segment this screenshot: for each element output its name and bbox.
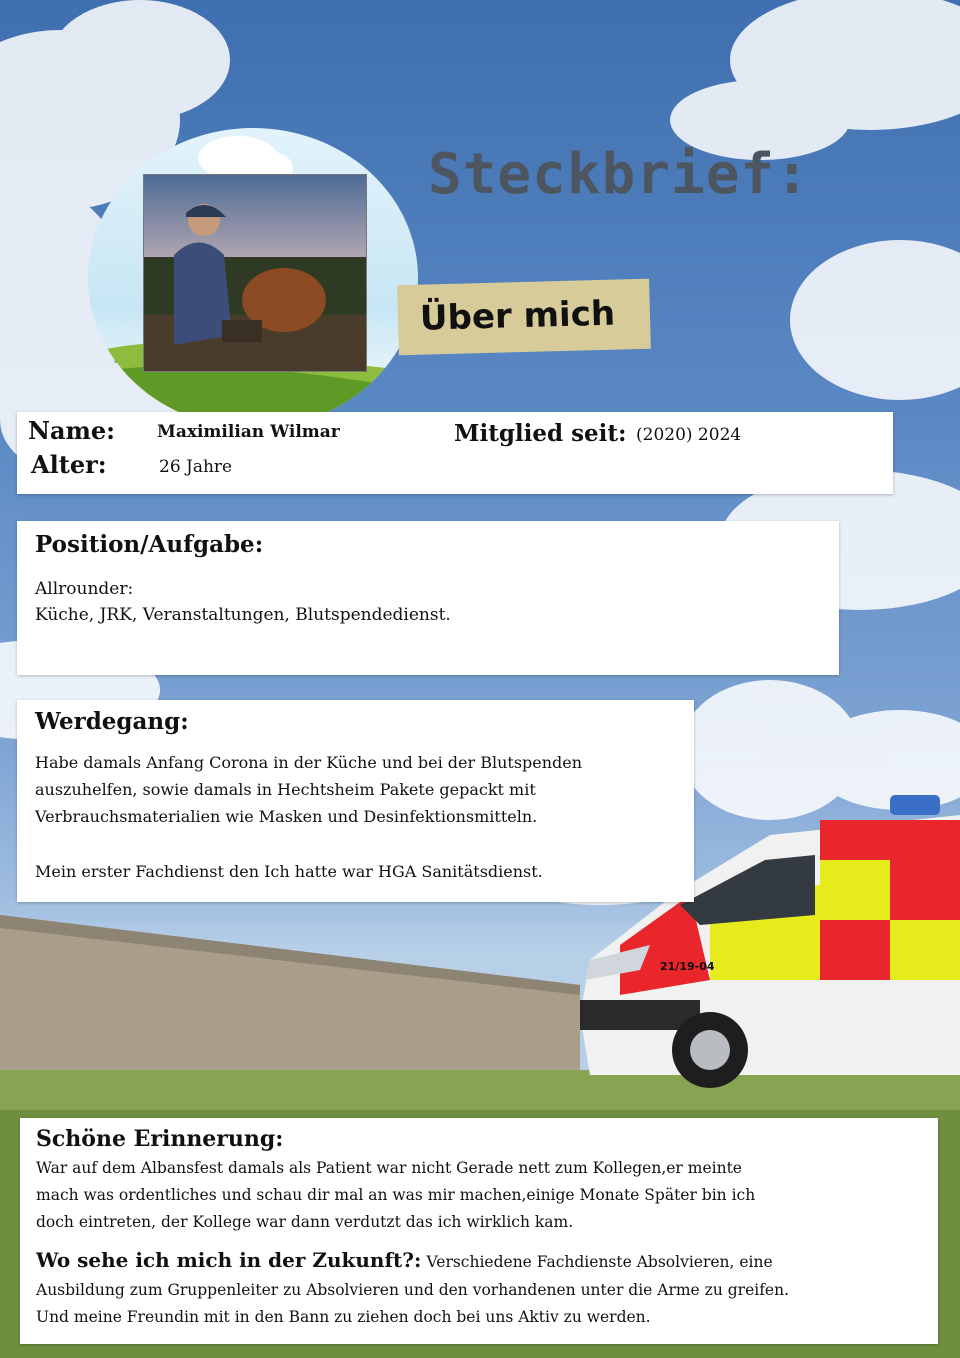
- future-first-line: [36, 1248, 773, 1272]
- page-title: Steckbrief:: [428, 142, 810, 207]
- career-heading: Werdegang:: [35, 708, 189, 735]
- age-value: 26 Jahre: [159, 457, 233, 477]
- stone-wall: [0, 915, 580, 1080]
- name-label: Name:: [28, 416, 116, 445]
- profile-photo: [143, 174, 367, 372]
- position-line-2: Küche, JRK, Veranstaltungen, Blutspendedienst.: [35, 605, 451, 625]
- career-line-1: Habe damals Anfang Corona in der Küche und bei der Blutspenden: [35, 753, 583, 772]
- name-value: Maximilian Wilmar: [157, 422, 340, 442]
- future-heading: Wo sehe ich mich in der Zukunft?:: [36, 1248, 422, 1272]
- profile-card: [17, 412, 893, 494]
- memory-future-card: [20, 1118, 938, 1344]
- position-heading: Position/Aufgabe:: [35, 531, 264, 558]
- memory-line-2: mach was ordentliches und schau dir mal an was mir machen,einige Monate Später bin ich: [36, 1186, 756, 1204]
- memory-heading: Schöne Erinnerung:: [36, 1126, 284, 1152]
- career-line-3: Verbrauchsmaterialien wie Masken und Desinfektionsmitteln.: [35, 807, 538, 826]
- future-line-2: Ausbildung zum Gruppenleiter zu Absolvieren und den vorhandenen unter die Arme zu greifen.: [36, 1281, 790, 1299]
- future-line-3: Und meine Freundin mit in den Bann zu ziehen doch bei uns Aktiv zu werden.: [36, 1308, 651, 1326]
- career-line-2: auszuhelfen, sowie damals in Hechtsheim Pakete gepackt mit: [35, 780, 536, 799]
- age-label: Alter:: [31, 450, 107, 479]
- tape-label: Über mich: [419, 293, 616, 339]
- future-line-1: Verschiedene Fachdienste Absolvieren, eine: [426, 1253, 773, 1271]
- career-card: [17, 700, 694, 902]
- vehicle-number: 21/19-04: [660, 960, 715, 973]
- career-line-4: Mein erster Fachdienst den Ich hatte war HGA Sanitätsdienst.: [35, 862, 543, 881]
- member-value: (2020) 2024: [636, 425, 742, 445]
- member-label: Mitglied seit:: [454, 420, 627, 447]
- position-card: [17, 521, 839, 675]
- position-line-1: Allrounder:: [35, 579, 134, 599]
- memory-line-1: War auf dem Albansfest damals als Patient war nicht Gerade nett zum Kollegen,er meinte: [36, 1159, 742, 1177]
- memory-line-3: doch eintreten, der Kollege war dann verdutzt das ich wirklich kam.: [36, 1213, 574, 1231]
- tape-label-box: [397, 279, 651, 356]
